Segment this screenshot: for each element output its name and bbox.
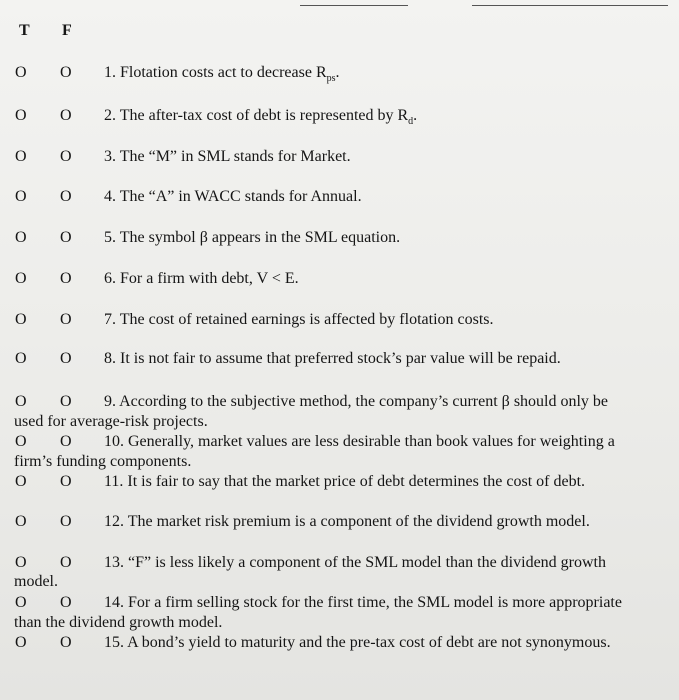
true-bubble[interactable]: O: [15, 594, 27, 611]
question-13-continuation: model.: [14, 573, 58, 590]
question-13: 13. “F” is less likely a component of the SML model than the dividend growth: [104, 554, 606, 571]
true-bubble[interactable]: O: [15, 311, 27, 328]
question-14: 14. For a firm selling stock for the first time, the SML model is more appropriate: [104, 594, 622, 611]
false-bubble[interactable]: O: [60, 433, 72, 450]
false-bubble[interactable]: O: [60, 350, 72, 367]
question-12: 12. The market risk premium is a component of the dividend growth model.: [104, 513, 590, 530]
false-bubble[interactable]: O: [60, 188, 72, 205]
false-bubble[interactable]: O: [60, 513, 72, 530]
false-bubble[interactable]: O: [60, 148, 72, 165]
true-bubble[interactable]: O: [15, 188, 27, 205]
question-10-continuation: firm’s funding components.: [14, 453, 192, 470]
question-14-continuation: than the dividend growth model.: [14, 614, 223, 631]
question-2: 2. The after-tax cost of debt is represented by $R_d$.: [104, 107, 418, 128]
false-bubble[interactable]: O: [60, 270, 72, 287]
true-bubble[interactable]: O: [15, 350, 27, 367]
false-bubble[interactable]: O: [60, 594, 72, 611]
false-bubble[interactable]: O: [60, 311, 72, 328]
true-bubble[interactable]: O: [15, 229, 27, 246]
true-bubble[interactable]: O: [15, 148, 27, 165]
true-bubble[interactable]: O: [15, 107, 27, 124]
false-bubble[interactable]: O: [60, 64, 72, 81]
question-15: 15. A bond’s yield to maturity and the pre-tax cost of debt are not synonymous.: [104, 634, 611, 651]
true-bubble[interactable]: O: [15, 554, 27, 571]
false-bubble[interactable]: O: [60, 473, 72, 490]
question-9: 9. According to the subjective method, the company’s current β should only be: [104, 393, 609, 410]
false-bubble[interactable]: O: [60, 229, 72, 246]
true-bubble[interactable]: O: [15, 473, 27, 490]
question-3: 3. The “M” in SML stands for Market.: [104, 148, 351, 165]
question-5: 5. The symbol β appears in the SML equation.: [104, 229, 401, 246]
true-bubble[interactable]: O: [15, 64, 27, 81]
question-10: 10. Generally, market values are less desirable than book values for weighting a: [104, 433, 615, 450]
true-bubble[interactable]: O: [15, 634, 27, 651]
false-bubble[interactable]: O: [60, 107, 72, 124]
true-bubble[interactable]: O: [15, 433, 27, 450]
true-bubble[interactable]: O: [15, 270, 27, 287]
question-1: 1. Flotation costs act to decrease $R_{ps}$.: [104, 64, 340, 85]
question-11: 11. It is fair to say that the market price of debt determines the cost of debt.: [104, 473, 586, 490]
true-bubble[interactable]: O: [15, 393, 27, 410]
question-4: 4. The “A” in WACC stands for Annual.: [104, 188, 362, 205]
false-column-header: F: [62, 22, 72, 39]
true-column-header: T: [19, 22, 30, 39]
name-underline-left: [300, 5, 408, 6]
name-underline-right: [472, 5, 668, 6]
false-bubble[interactable]: O: [60, 393, 72, 410]
question-7: 7. The cost of retained earnings is affected by flotation costs.: [104, 311, 494, 328]
true-bubble[interactable]: O: [15, 513, 27, 530]
question-6: 6. For a firm with debt, V < E.: [104, 270, 299, 287]
question-9-continuation: used for average-risk projects.: [14, 413, 208, 430]
false-bubble[interactable]: O: [60, 554, 72, 571]
question-8: 8. It is not fair to assume that preferred stock’s par value will be repaid.: [104, 350, 561, 367]
false-bubble[interactable]: O: [60, 634, 72, 651]
